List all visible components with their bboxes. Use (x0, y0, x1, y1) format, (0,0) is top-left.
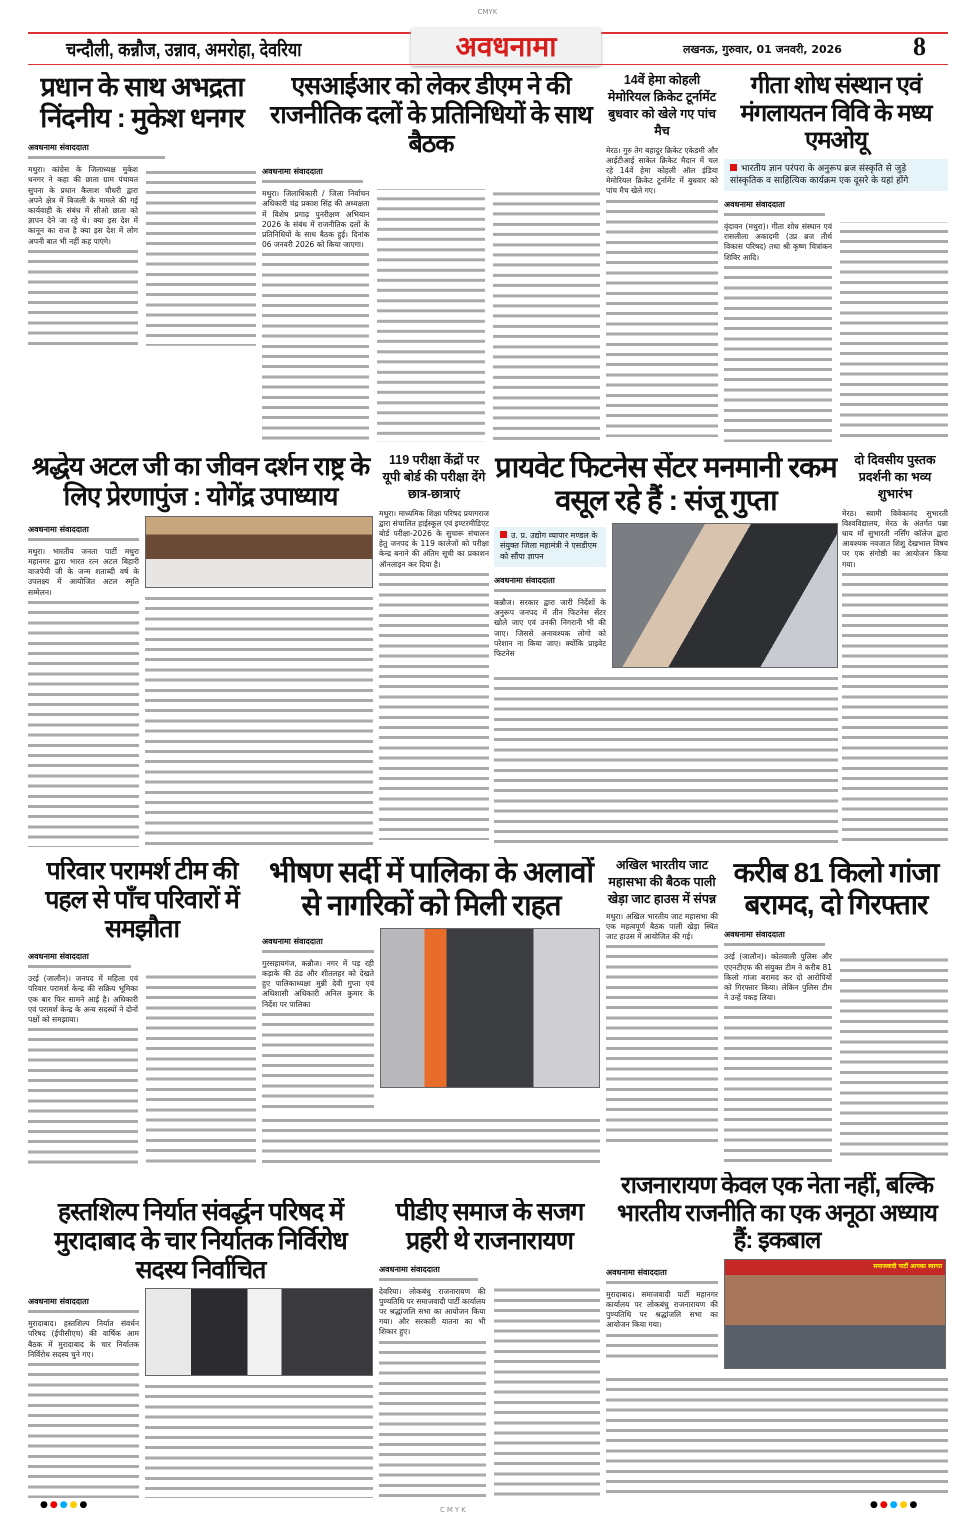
article (606, 72, 718, 442)
article-body: मथुरा। माध्यमिक शिक्षा परिषद प्रयागराज द्वारा संचालित हाईस्कूल एवं इण्टरमीडिएट बोर्ड परीक्षा-2026 के सुचारू संचालन हेतु जनपद के 119 कालेजों को परीक्षा केन्द्र बनाने की अंतिम सूची का प्रकाशन ऑनलाइन कर दिया है। (379, 509, 489, 840)
subheadline: उ. प्र. उद्योग व्यापार मण्डल के संयुक्त जिला महामंत्री ने एसडीएम को सौंपा ज्ञापन (494, 527, 606, 567)
article (262, 857, 600, 1167)
page-number: 8 (913, 32, 926, 61)
article-body-continued (145, 594, 373, 847)
byline: अवधनामा संवाददाता (28, 1294, 139, 1313)
byline: अवधनामा संवाददाता (724, 197, 825, 216)
article-body: देवरिया। लोकबंधु राजनारायण की पुण्यतिथि पर समाजवादी पार्टी कार्यालय पर श्रद्धांजलि सभा का आयोजन किया गया। और सरकारी यातना का भी शिकार हुए। (379, 1287, 600, 1499)
article-body: मथुरा। अखिल भारतीय जाट महासभा की एक महत्वपूर्ण बैठक पाली खेड़ा स्थित जाट हाउस में आयोजित की गई। (606, 912, 718, 1143)
bullet-icon (500, 531, 507, 538)
dateline: लखनऊ, गुरुवार, 01 जनवरी, 2026 (683, 43, 842, 56)
article (28, 1198, 373, 1498)
article-body-continued (145, 1382, 373, 1498)
headline: 119 परीक्षा केंद्रों पर यूपी बोर्ड की परीक्षा देंगे छात्र-छात्राएं (382, 453, 486, 501)
article (724, 72, 948, 442)
article-body: मथुरा। कांग्रेस के जिलाध्यक्ष मुकेश धनगर ने कहा की छाता ग्राम पंचायत सुपना के प्रधान कैलाश चौधरी द्वारा अपने क्षेत्र में बिजली के मामले की गई कार्यवाही के संबंध में सीओ छाता को ज्ञापन देने जा रहे थे। क्या इस देश में कानून का राज है क्या इस देश में लोग अपनी बात भी नहीं कह पाएंगे। (28, 165, 256, 346)
memorandum-photo (612, 523, 838, 668)
article (262, 72, 600, 442)
headline: श्रद्धेय अटल जी का जीवन दर्शन राष्ट्र के लिए प्रेरणापुंज : योगेंद्र उपाध्याय (31, 452, 370, 511)
article-body: मथुरा। भारतीय जनता पार्टी मथुरा महानगर द्वारा भारत रत्न अटल बिहारी वाजपेयी जी के जन्म शताब्दी वर्ष के उपलक्ष्य में आयोजित अटल स्मृति सम्मेलन। (28, 547, 139, 847)
registration-dots: ●●●●● (40, 1500, 90, 1510)
article-body: मथुरा। जिलाधिकारी / जिला निर्वाचन अधिकारी चंद्र प्रकाश सिंह की अध्यक्षता में विशेष प्रगाढ़ पुनरीक्षण अभियान 2026 के संबंध में राजनीतिक दलों के प्रतिनिधियों के साथ बैठक हुई। दिनांक 06 जनवरी 2026 को किया जाएगा। (262, 189, 600, 442)
byline: अवधनामा संवाददाता (28, 949, 131, 968)
newspaper-logo: अवधनामा (411, 28, 601, 66)
article (28, 72, 256, 442)
registration-dots: ●●●●● (870, 1500, 920, 1510)
print-mark: CMYK (477, 8, 498, 16)
headline: प्रायवेट फिटनेस सेंटर मनमानी रकम वसूल रहे हैं : संजू गुप्ता (495, 452, 837, 518)
article (28, 452, 373, 847)
byline: अवधनामा संवाददाता (494, 573, 606, 592)
article-body-continued (606, 1375, 948, 1498)
byline: अवधनामा संवाददाता (262, 164, 363, 183)
rule (28, 64, 948, 65)
article (379, 1198, 600, 1498)
article-body: गुरसहायगंज, कन्नौज। नगर में पड़ रही कड़ाके की ठंड और शीतलहर को देखते हुए पालिकाध्यक्षा मुन्नी देवी गुप्ता एवं अधिशासी अधिकारी अनिल कुमार के निर्देश पर पालिका (262, 959, 374, 1110)
article-body: मुरादाबाद। समाजवादी पार्टी महानगर कार्यालय पर लोकबंधु राजनारायण की पुण्यतिथि पर श्रद्धांजलि सभा का आयोजन किया गया। (606, 1290, 718, 1361)
article (379, 452, 489, 847)
bonfire-photo (380, 928, 600, 1088)
headline: प्रधान के साथ अभद्रता निंदनीय : मुकेश धनगर (40, 72, 244, 134)
event-photo (145, 516, 373, 588)
meeting-photo (724, 1259, 946, 1369)
article-body: वृंदावन (मथुरा)। गीता शोध संस्थान एवं रासलीला अकादमी (उप्र ब्रज तीर्थ विकास परिषद) तथा श्री कृष्ण चित्रांकन शिविर आदि। (724, 222, 948, 442)
article-body: मुरादाबाद। हस्तशिल्प निर्यात संवर्धन परिषद (ईपीसीएच) की वार्षिक आम बैठक में मुरादाबाद के चार निर्यातक निर्विरोध सदस्य चुने गए। (28, 1319, 139, 1498)
byline: अवधनामा संवाददाता (28, 522, 139, 541)
article (724, 857, 948, 1167)
headline: 14वें हेमा कोहली मेमोरियल क्रिकेट टूर्नामेंट बुधवार को खेले गए पांच मैच (607, 73, 717, 138)
headline: परिवार परामर्श टीम की पहल से पाँच परिवारों में समझौता (45, 857, 239, 943)
headline: पीडीए समाज के सजग प्रहरी थे राजनारायण (395, 1198, 584, 1255)
byline: अवधनामा संवाददाता (724, 927, 825, 946)
article (606, 857, 718, 1167)
article-body: मेरठ। गुरु तेग बहादुर क्रिकेट एकेडमी और आईटीआई साकेत क्रिकेट मैदान में चल रहे 14वें हेमा कोहली ऑल इंडिया मेमोरियल क्रिकेट टूर्नामेंट में बुधवार को पांच मैच खेले गए। (606, 146, 718, 437)
print-mark: CMYK (440, 1506, 468, 1514)
byline: अवधनामा संवाददाता (606, 1265, 718, 1284)
article-body: कन्नौज। सरकार द्वारा जारी निर्देशों के अनुरूप जनपद में तीन फिटनेस सेंटर खोले जाए एवं उनकी निगरानी भी की जाए। जिससे अनावश्यक लोगो को परेशान ना किया जाए। क्योंकि प्राइवेट फिटनेस (494, 598, 606, 659)
headline: एसआईआर को लेकर डीएम ने की राजनीतिक दलों के प्रतिनिधियों के साथ बैठक (270, 72, 592, 158)
subheadline: भारतीय ज्ञान परंपरा के अनुरूप ब्रज संस्कृति से जुड़े सांस्कृतिक व साहित्यिक कार्यक्रम एक दूसरे के यहां होंगे (724, 159, 948, 191)
article (28, 857, 256, 1167)
byline: अवधनामा संवाददाता (262, 934, 374, 953)
article (494, 452, 838, 847)
article-body: मेरठ। स्वामी विवेकानंद सुभारती विश्वविद्यालय, मेरठ के अंतर्गत पन्ना धाय माँ सुभारती नर्सिंग कॉलेज द्वारा आवश्यक नवजात शिशु देखभाल विषय पर एक संगोष्ठी का आयोजन किया गया। (842, 509, 948, 847)
byline: अवधनामा संवाददाता (379, 1262, 478, 1281)
article-body-continued (494, 674, 838, 847)
headline: दो दिवसीय पुस्तक प्रदर्शनी का भव्य शुभारंभ (854, 453, 936, 501)
article (606, 1172, 948, 1498)
article-body: उरई (जालौन)। कोतवाली पुलिस और एएनटीएफ की संयुक्त टीम ने करीब 81 किलो गांजा बरामद कर दो आरोपियों को गिरफ्तार किया। लेकिन पुलिस टीम ने उन्हें पकड़ लिया। (724, 952, 948, 1163)
headline: भीषण सर्दी में पालिका के अलावों से नागरिकों को मिली राहत (269, 857, 593, 923)
article-body: उरई (जालौन)। जनपद में महिला एवं परिवार परामर्श केन्द्र की सक्रिय भूमिका एक बार फिर सामने आई है। अधिकारी एवं परामर्श केन्द्र के अन्य सदस्यों ने दोनों पक्षों को समझाया। (28, 974, 256, 1167)
bullet-icon (730, 164, 737, 171)
headline: राजनारायण केवल एक नेता नहीं, बल्कि भारतीय राजनीति का एक अनूठा अध्याय हैं: इकबाल (617, 1172, 937, 1255)
headline: हस्तशिल्प निर्यात संवर्द्धन परिषद में मुरादाबाद के चार निर्यातक निर्विरोध सदस्य निर्वाचित (54, 1198, 347, 1284)
masthead (28, 31, 948, 64)
award-photo (145, 1288, 373, 1376)
headline: करीब 81 किलो गांजा बरामद, दो गिरफ्तार (733, 857, 939, 921)
headline: अखिल भारतीय जाट महासभा की बैठक पाली खेड़ा जाट हाउस में संपन्न (607, 858, 717, 906)
party-banner: समाजवादी पार्टी आपका स्वागत (873, 1262, 942, 1270)
edition-cities: चन्दौली, कन्नौज, उन्नाव, अमरोहा, देवरिया (66, 40, 302, 61)
byline: अवधनामा संवाददाता (28, 140, 165, 159)
headline: गीता शोध संस्थान एवं मंगलायतन विवि के मध्य एमओयू (740, 72, 932, 155)
article-body-continued (262, 1116, 600, 1167)
article (842, 452, 948, 847)
